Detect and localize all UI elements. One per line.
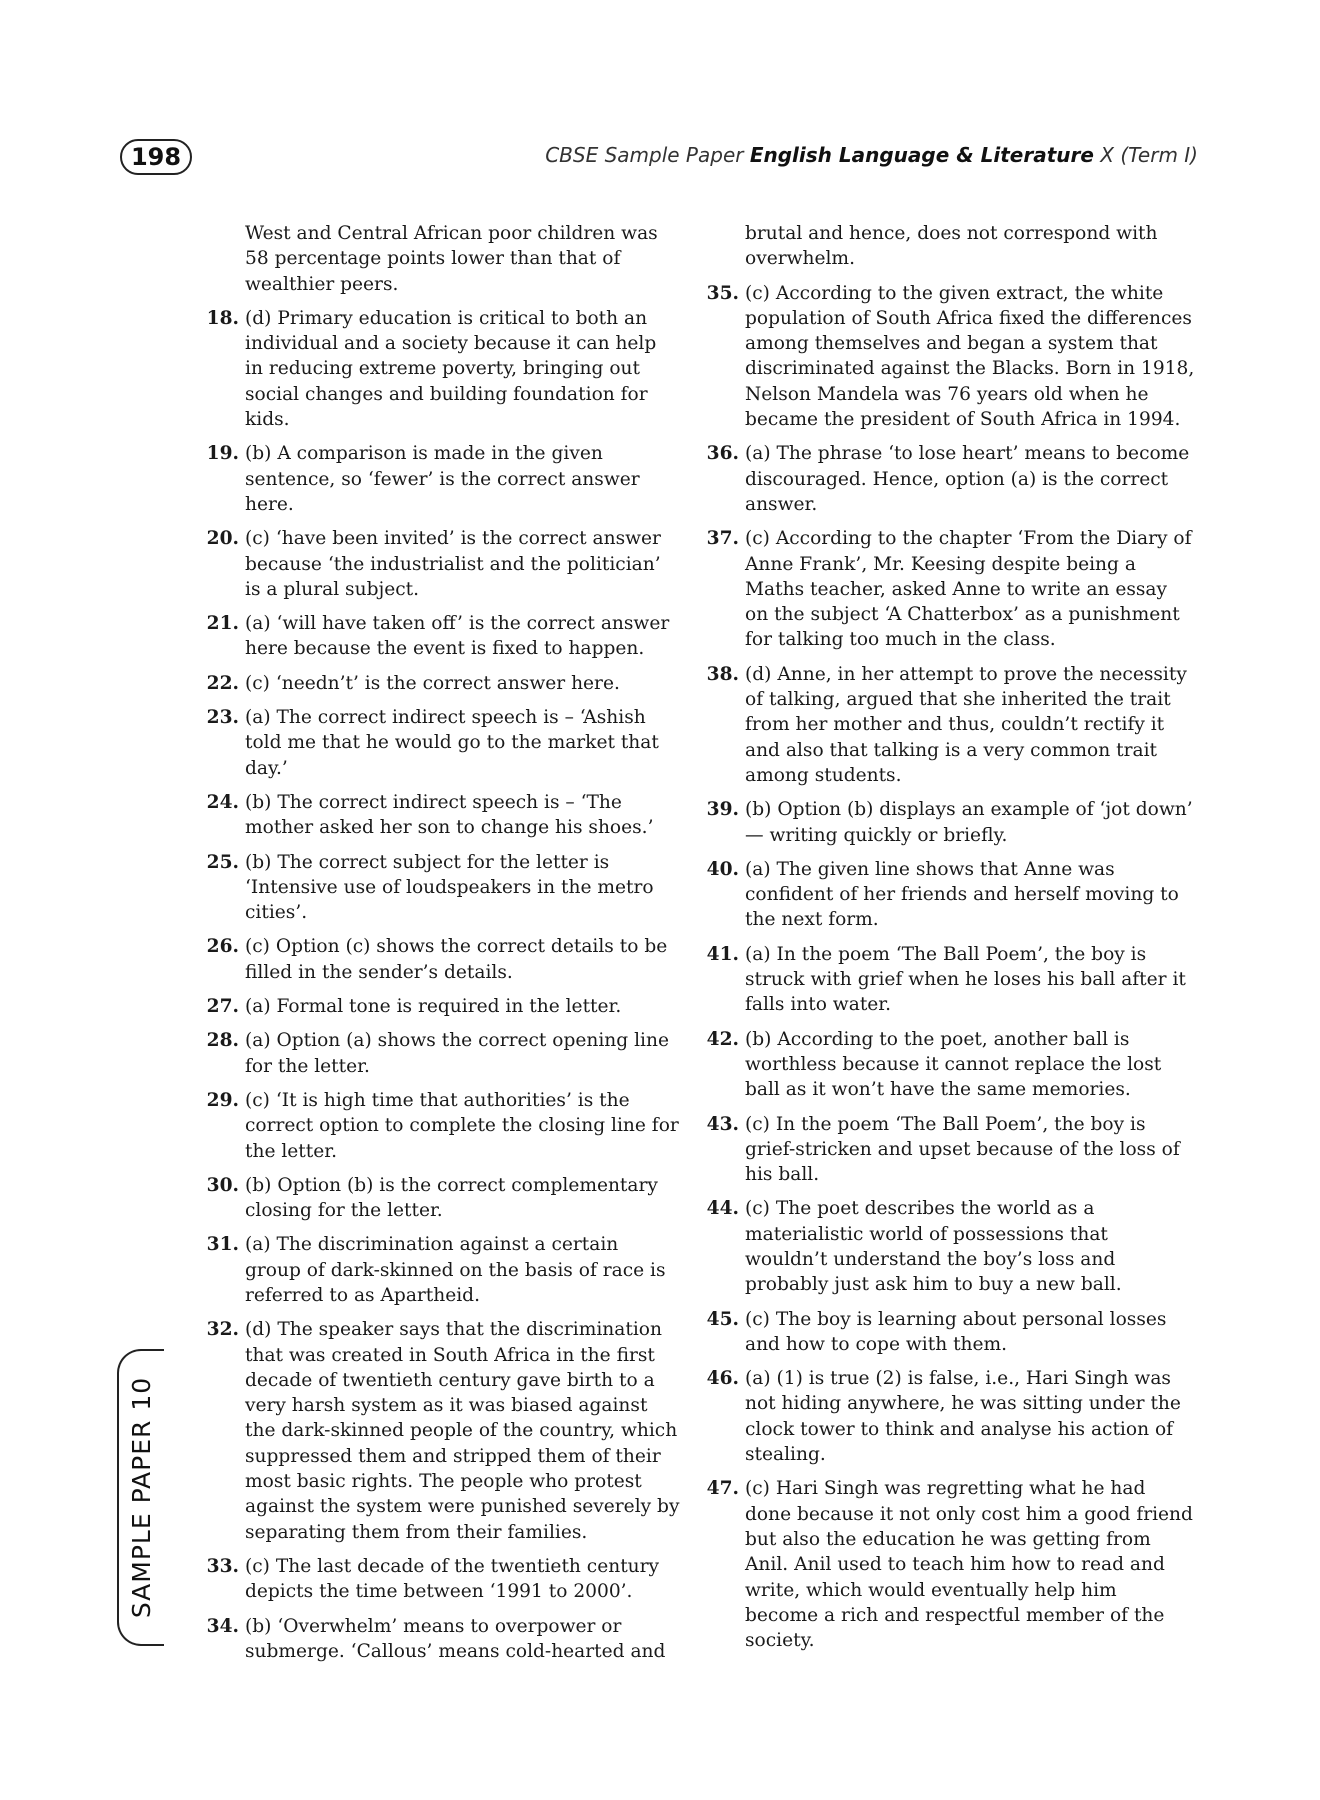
answer-text: (c) According to the given extract, the white population of South Africa fixed the differences among themselves and began a system that discriminated against the Blacks. Born in 1918, Nelson Mandela was 76 years old when he became the president of South Africa in 1994. [745, 282, 1195, 431]
answer-item [705, 1196, 1195, 1297]
answer-number: 25. [206, 851, 239, 873]
answer-text: (a) In the poem ‘The Ball Poem’, the boy is struck with grief when he loses his ball after it falls into water. [745, 943, 1186, 1016]
answer-number: 21. [206, 613, 239, 635]
answer-text: (d) Primary education is critical to both an individual and a society because it can help in reducing extreme poverty, bringing out social changes and building foundation for kids. [245, 307, 657, 431]
answer-item [205, 1173, 680, 1224]
answer-text: (c) In the poem ‘The Ball Poem’, the boy is grief-stricken and upset because of the loss of his ball. [745, 1113, 1180, 1186]
answer-number: 24. [206, 791, 239, 813]
answer-item [205, 1028, 680, 1079]
answer-item [205, 934, 680, 985]
header-prefix: CBSE Sample Paper [545, 143, 750, 167]
answer-item [705, 942, 1195, 1018]
answer-text: (c) The boy is learning about personal losses and how to cope with them. [745, 1308, 1167, 1355]
answer-item [205, 1088, 680, 1164]
answer-text: (c) Option (c) shows the correct details to be filled in the sender’s details. [245, 936, 668, 983]
answer-text: (b) The correct subject for the letter is ‘Intensive use of loudspeakers in the metro cities’. [245, 851, 654, 924]
answer-number: 44. [706, 1198, 739, 1220]
right-continuation: brutal and hence, does not correspond with overwhelm. [745, 223, 1158, 270]
left-continuation: West and Central African poor children was 58 percentage points lower than that of wealthier peers. [245, 223, 658, 295]
answer-item [205, 611, 680, 662]
answer-number: 27. [206, 996, 239, 1018]
answer-number: 46. [706, 1368, 739, 1390]
answer-item [705, 1027, 1195, 1103]
answer-text: (a) Formal tone is required in the letter. [245, 996, 622, 1018]
answer-item [205, 441, 680, 517]
answer-text: (a) The given line shows that Anne was confident of her friends and herself moving to the next form. [745, 858, 1179, 931]
answer-number: 20. [206, 528, 239, 550]
answer-number: 19. [206, 443, 239, 465]
answer-item [205, 1232, 680, 1308]
answer-text: (a) Option (a) shows the correct opening line for the letter. [245, 1030, 669, 1077]
answer-text: (c) ‘needn’t’ is the correct answer here. [245, 672, 620, 694]
answer-text: (a) The phrase ‘to lose heart’ means to become discouraged. Hence, option (a) is the correct answer. [745, 443, 1190, 515]
side-tab-text: SAMPLE PAPER 10 [127, 1376, 156, 1619]
header-suffix: X (Term I) [1093, 143, 1198, 167]
answer-number: 26. [206, 936, 239, 958]
answer-number: 23. [206, 707, 239, 729]
answer-item [705, 857, 1195, 933]
answer-number: 43. [706, 1113, 739, 1135]
answer-item [205, 705, 680, 781]
answer-item [705, 1307, 1195, 1358]
answer-number: 22. [206, 672, 239, 694]
answer-item [705, 281, 1195, 433]
answer-text: (c) According to the chapter ‘From the Diary of Anne Frank’, Mr. Keesing despite being a Maths teacher, asked Anne to write an essay on the subject ‘A Chatterbox’ as a punishment for talking too much in the class. [745, 528, 1192, 651]
answer-text: (c) Hari Singh was regretting what he had done because it not only cost him a good friend but also the education he was getting from Anil. Anil used to teach him how to read and write, which would eventually help him become a rich and respectful member of the society. [745, 1478, 1193, 1652]
answer-item [705, 1366, 1195, 1467]
answer-text: (b) The correct indirect speech is – ‘The mother asked her son to change his shoes.’ [245, 791, 654, 839]
answer-number: 34. [206, 1615, 239, 1637]
answer-number: 29. [206, 1089, 239, 1111]
answer-text: (b) Option (b) displays an example of ‘jot down’ — writing quickly or briefly. [745, 799, 1193, 846]
answer-text: (b) Option (b) is the correct complementary closing for the letter. [245, 1174, 658, 1222]
answer-item [705, 662, 1195, 788]
side-tab-label [117, 1349, 164, 1646]
page-number: 198 [120, 139, 192, 175]
answer-text: (a) (1) is true (2) is false, i.e., Hari Singh was not hiding anywhere, he was sitting under the clock tower to think and analyse his action of stealing. [745, 1368, 1181, 1466]
right-column [705, 221, 1195, 1662]
running-header [545, 143, 1198, 167]
answer-item [705, 1476, 1195, 1653]
answer-number: 38. [706, 663, 739, 685]
answer-number: 36. [706, 443, 739, 465]
answer-item [205, 850, 680, 926]
answer-item [205, 671, 680, 696]
answer-item [705, 1112, 1195, 1188]
answer-number: 28. [206, 1030, 239, 1052]
answer-item [705, 441, 1195, 517]
left-column [205, 221, 680, 1673]
answer-number: 18. [206, 307, 239, 329]
answer-item [205, 1317, 680, 1545]
answer-number: 33. [206, 1555, 239, 1577]
answer-text: (c) The last decade of the twentieth century depicts the time between ‘1991 to 2000’. [245, 1555, 660, 1603]
answer-number: 40. [706, 858, 739, 880]
answer-text: (a) The discrimination against a certain group of dark-skinned on the basis of race is referred to as Apartheid. [245, 1234, 666, 1306]
answer-text: (c) ‘It is high time that authorities’ is the correct option to complete the closing line for the letter. [245, 1089, 679, 1162]
answer-number: 37. [706, 528, 739, 550]
answer-text: (c) The poet describes the world as a materialistic world of possessions that wouldn’t understand the boy’s loss and probably just ask him to buy a new ball. [745, 1198, 1122, 1296]
answer-number: 47. [706, 1478, 739, 1500]
answer-text: (b) ‘Overwhelm’ means to overpower or submerge. ‘Callous’ means cold-hearted and [245, 1615, 666, 1662]
answer-number: 32. [206, 1319, 239, 1341]
answer-number: 39. [706, 799, 739, 821]
answer-item [205, 526, 680, 602]
answer-text: (b) According to the poet, another ball is worthless because it cannot replace the lost ball as it won’t have the same memories. [745, 1028, 1162, 1101]
answer-item [205, 1614, 680, 1665]
answer-number: 31. [206, 1234, 239, 1256]
answer-text: (a) ‘will have taken off’ is the correct answer here because the event is fixed to happen. [245, 613, 670, 660]
answer-number: 42. [706, 1028, 739, 1050]
header-subject: English Language & Literature [749, 143, 1094, 167]
answer-item [205, 1554, 680, 1605]
right-answer-list [705, 281, 1195, 1654]
answer-item [205, 994, 680, 1019]
answer-number: 30. [206, 1174, 239, 1196]
answer-item [705, 797, 1195, 848]
answer-text: (d) Anne, in her attempt to prove the necessity of talking, argued that she inherited the trait from her mother and thus, couldn’t rectify it and also that talking is a very common trait among students. [745, 663, 1187, 786]
answer-text: (b) A comparison is made in the given sentence, so ‘fewer’ is the correct answer here. [245, 443, 640, 515]
answer-item [205, 790, 680, 841]
answer-text: (c) ‘have been invited’ is the correct answer because ‘the industrialist and the politician’ is a plural subject. [245, 528, 661, 600]
left-answer-list [205, 306, 680, 1664]
answer-item [705, 526, 1195, 652]
answer-number: 35. [706, 282, 739, 304]
answer-number: 45. [706, 1308, 739, 1330]
answer-text: (a) The correct indirect speech is – ‘Ashish told me that he would go to the market that day.’ [245, 707, 659, 779]
answer-item [205, 306, 680, 432]
answer-number: 41. [706, 943, 739, 965]
answer-text: (d) The speaker says that the discrimination that was created in South Africa in the first decade of twentieth century gave birth to a very harsh system as it was biased against the dark-skinned people of the country, which suppressed them and stripped them of their most basic rights. The people who protest against the system were punished severely by separating them from their families. [245, 1319, 680, 1543]
